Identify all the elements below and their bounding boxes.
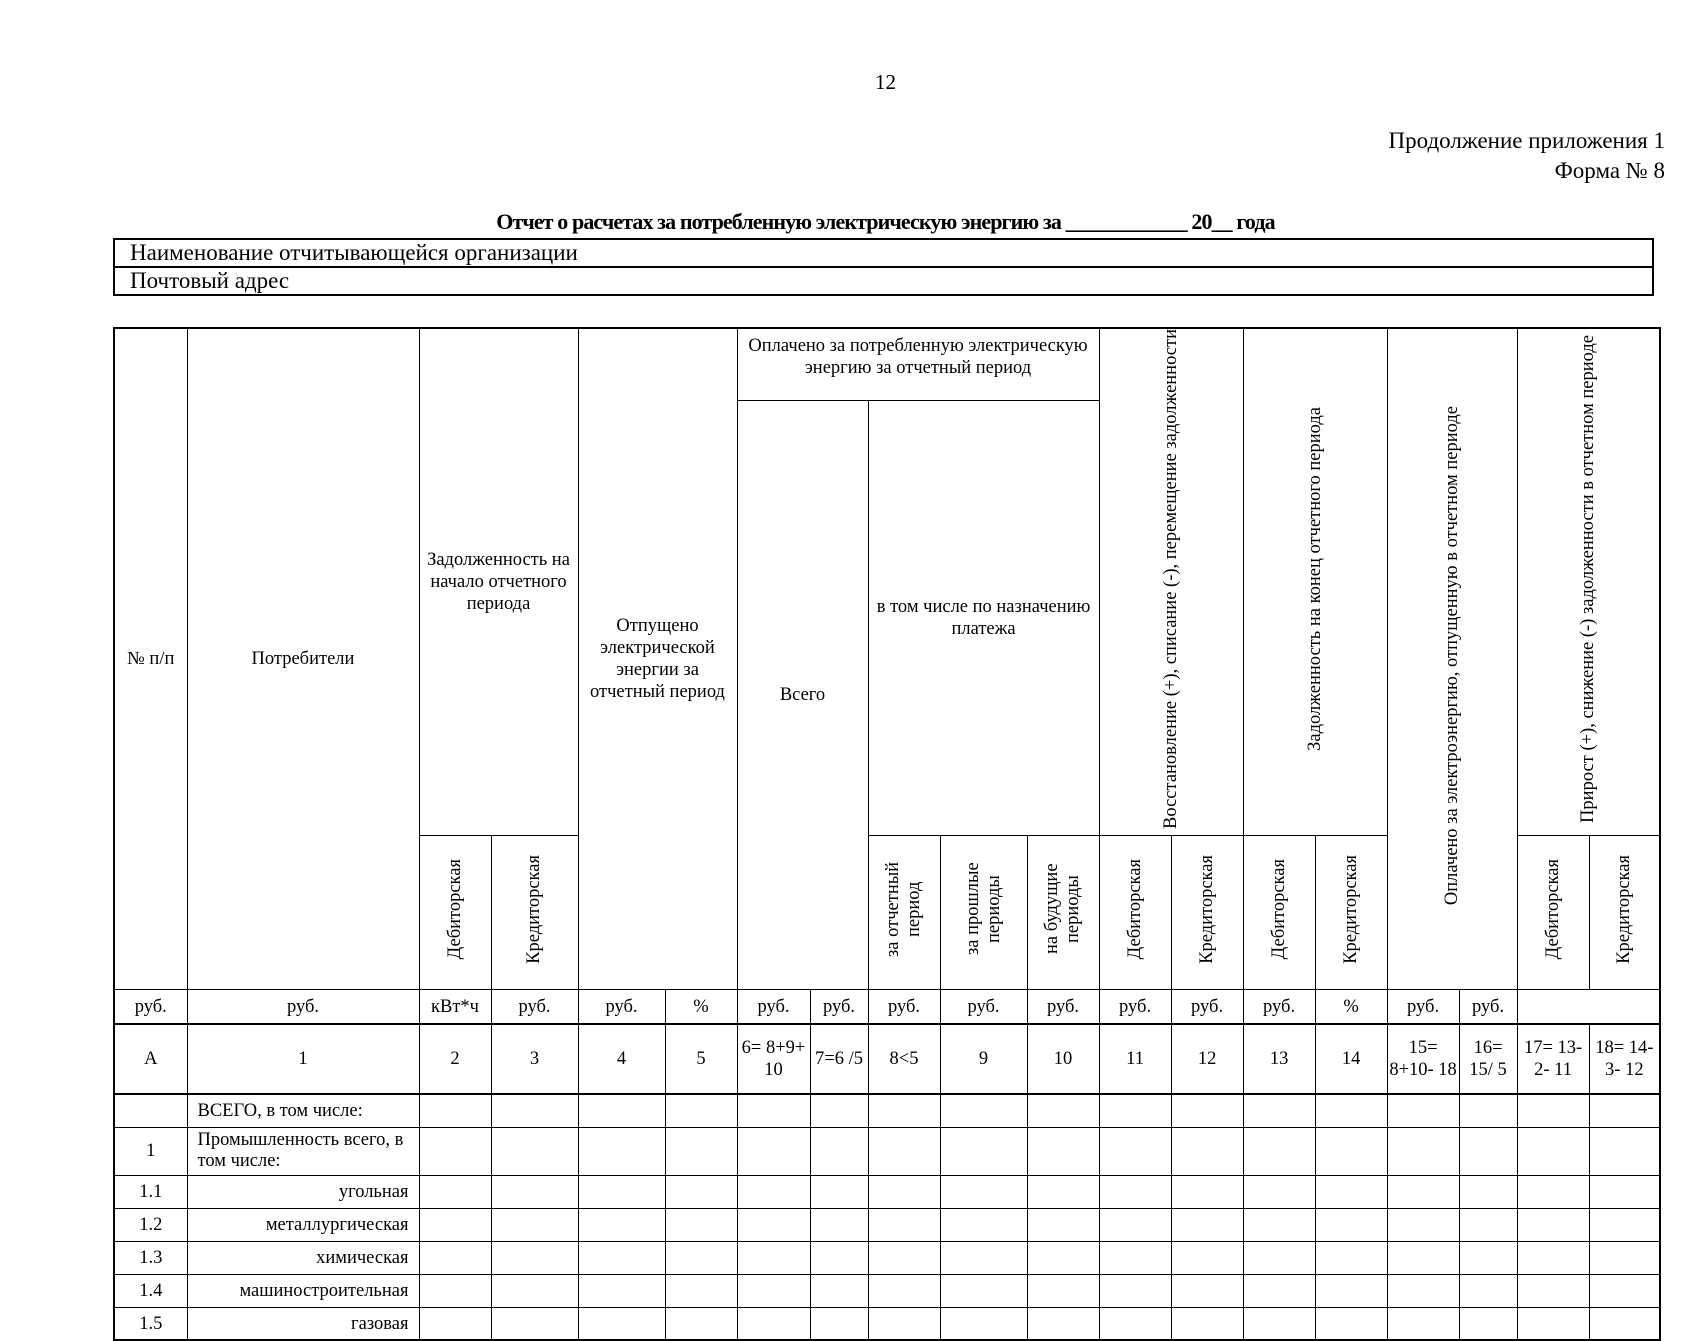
unit-cell: руб. bbox=[1243, 989, 1315, 1024]
data-cell[interactable] bbox=[868, 1274, 940, 1307]
data-cell[interactable] bbox=[1171, 1307, 1243, 1340]
column-index-cell: 2 bbox=[419, 1024, 491, 1094]
postal-address-field[interactable]: Почтовый адрес bbox=[114, 267, 1653, 295]
header-past bbox=[940, 835, 1027, 989]
data-cell[interactable] bbox=[868, 1094, 940, 1127]
data-cell[interactable] bbox=[940, 1208, 1027, 1241]
page-number: 12 bbox=[875, 70, 896, 94]
table-row bbox=[114, 1127, 1660, 1175]
unit-cell: руб. bbox=[1387, 989, 1459, 1024]
data-cell[interactable] bbox=[737, 1307, 810, 1340]
data-cell[interactable] bbox=[1243, 1127, 1315, 1175]
data-cell[interactable] bbox=[1589, 1241, 1660, 1274]
data-cell[interactable] bbox=[737, 1208, 810, 1241]
data-cell[interactable] bbox=[940, 1094, 1027, 1127]
data-cell[interactable] bbox=[868, 1127, 940, 1175]
data-cell[interactable] bbox=[1315, 1094, 1387, 1127]
data-cell[interactable] bbox=[578, 1175, 665, 1208]
data-cell[interactable] bbox=[1315, 1241, 1387, 1274]
table-row bbox=[114, 1274, 1660, 1307]
row-number bbox=[114, 1094, 187, 1127]
column-index-cell: 1 bbox=[187, 1024, 419, 1094]
data-cell[interactable] bbox=[1243, 1307, 1315, 1340]
data-cell[interactable] bbox=[491, 1241, 578, 1274]
data-cell[interactable] bbox=[1171, 1127, 1243, 1175]
column-index-cell: 14 bbox=[1315, 1024, 1387, 1094]
unit-cell: руб. bbox=[940, 989, 1027, 1024]
data-cell[interactable] bbox=[1315, 1208, 1387, 1241]
header-growth-debit bbox=[1517, 835, 1589, 989]
table-row bbox=[114, 1208, 1660, 1241]
data-cell[interactable] bbox=[1387, 1127, 1459, 1175]
header-for-period bbox=[868, 835, 940, 989]
data-cell[interactable] bbox=[940, 1274, 1027, 1307]
data-cell[interactable] bbox=[810, 1094, 868, 1127]
data-cell[interactable] bbox=[1243, 1241, 1315, 1274]
header-debt-start-credit bbox=[491, 835, 578, 989]
data-cell[interactable] bbox=[1027, 1208, 1099, 1241]
data-cell[interactable] bbox=[737, 1274, 810, 1307]
data-cell[interactable] bbox=[737, 1175, 810, 1208]
debit-label: Дебиторская bbox=[1542, 859, 1563, 960]
data-cell[interactable] bbox=[419, 1127, 491, 1175]
for-period-label: за отчетный период bbox=[883, 861, 924, 958]
organization-name-field[interactable]: Наименование отчитывающейся организации bbox=[114, 239, 1653, 267]
data-cell[interactable] bbox=[1171, 1175, 1243, 1208]
data-cell[interactable] bbox=[491, 1307, 578, 1340]
data-cell[interactable] bbox=[1387, 1241, 1459, 1274]
column-index-cell: 7=6 /5 bbox=[810, 1024, 868, 1094]
header-by-purpose: в том числе по назначению платежа bbox=[868, 400, 1099, 835]
data-cell[interactable] bbox=[1589, 1175, 1660, 1208]
data-cell[interactable] bbox=[491, 1274, 578, 1307]
data-cell[interactable] bbox=[1589, 1208, 1660, 1241]
appendix-caption bbox=[1389, 126, 1665, 186]
data-cell[interactable] bbox=[419, 1307, 491, 1340]
data-cell[interactable] bbox=[1517, 1175, 1589, 1208]
data-cell[interactable] bbox=[491, 1094, 578, 1127]
header-restore-credit bbox=[1171, 835, 1243, 989]
data-cell[interactable] bbox=[665, 1094, 737, 1127]
data-cell[interactable] bbox=[1517, 1307, 1589, 1340]
data-cell[interactable] bbox=[1589, 1094, 1660, 1127]
data-cell[interactable] bbox=[578, 1241, 665, 1274]
header-paid-released-label: Оплачено за электроэнергию, отпущенную в отчетном периоде bbox=[1441, 406, 1462, 906]
row-number: 1.1 bbox=[114, 1175, 187, 1208]
report-title: Отчет о расчетах за потребленную электрическую энергию за ____________ 20__ года bbox=[496, 209, 1275, 234]
data-cell[interactable] bbox=[1099, 1307, 1171, 1340]
unit-cell: руб. bbox=[491, 989, 578, 1024]
header-growth bbox=[1517, 328, 1660, 835]
header-num: № п/п bbox=[114, 328, 187, 989]
unit-cell: руб. bbox=[1459, 989, 1517, 1024]
data-cell[interactable] bbox=[1459, 1274, 1517, 1307]
data-cell[interactable] bbox=[491, 1127, 578, 1175]
column-index-cell: 5 bbox=[665, 1024, 737, 1094]
data-cell[interactable] bbox=[419, 1241, 491, 1274]
data-cell[interactable] bbox=[1459, 1208, 1517, 1241]
data-cell[interactable] bbox=[1099, 1241, 1171, 1274]
data-cell[interactable] bbox=[1589, 1307, 1660, 1340]
column-index-cell: 15= 8+10- 18 bbox=[1387, 1024, 1459, 1094]
table-row bbox=[114, 1175, 1660, 1208]
row-number: 1.4 bbox=[114, 1274, 187, 1307]
settlements-table bbox=[113, 327, 1661, 1341]
data-cell[interactable] bbox=[1517, 1094, 1589, 1127]
data-cell[interactable] bbox=[1243, 1175, 1315, 1208]
past-label: за прошлые периоды bbox=[962, 863, 1004, 956]
header-debt-end-debit bbox=[1243, 835, 1315, 989]
row-consumer: ВСЕГО, в том числе: bbox=[187, 1094, 419, 1127]
data-cell[interactable] bbox=[1387, 1175, 1459, 1208]
data-cell[interactable] bbox=[810, 1208, 868, 1241]
column-index-cell: 4 bbox=[578, 1024, 665, 1094]
credit-label: Кредиторская bbox=[524, 855, 544, 964]
data-cell[interactable] bbox=[1459, 1094, 1517, 1127]
data-cell[interactable] bbox=[419, 1175, 491, 1208]
row-number: 1 bbox=[114, 1127, 187, 1175]
data-cell[interactable] bbox=[1315, 1274, 1387, 1307]
header-released: Отпущено электрической энергии за отчетный период bbox=[578, 328, 737, 989]
column-index-cell: 3 bbox=[491, 1024, 578, 1094]
unit-cell: руб. bbox=[810, 989, 868, 1024]
row-consumer: Промышленность всего, в том числе: bbox=[187, 1127, 419, 1175]
data-cell[interactable] bbox=[1387, 1274, 1459, 1307]
column-index-cell: 12 bbox=[1171, 1024, 1243, 1094]
data-cell[interactable] bbox=[810, 1307, 868, 1340]
column-index-cell: 13 bbox=[1243, 1024, 1315, 1094]
data-cell[interactable] bbox=[1243, 1208, 1315, 1241]
data-cell[interactable] bbox=[1387, 1208, 1459, 1241]
data-cell[interactable] bbox=[868, 1175, 940, 1208]
unit-cell: руб. bbox=[114, 989, 187, 1024]
data-cell[interactable] bbox=[1027, 1241, 1099, 1274]
row-consumer: металлургическая bbox=[187, 1208, 419, 1241]
data-cell[interactable] bbox=[1387, 1094, 1459, 1127]
data-cell[interactable] bbox=[1315, 1175, 1387, 1208]
unit-cell: % bbox=[665, 989, 737, 1024]
header-debt-end-credit bbox=[1315, 835, 1387, 989]
data-cell[interactable] bbox=[665, 1175, 737, 1208]
data-cell[interactable] bbox=[1027, 1175, 1099, 1208]
data-cell[interactable] bbox=[419, 1208, 491, 1241]
row-consumer: машиностроительная bbox=[187, 1274, 419, 1307]
data-cell[interactable] bbox=[737, 1127, 810, 1175]
header-restore bbox=[1099, 328, 1243, 835]
data-cell[interactable] bbox=[810, 1175, 868, 1208]
units-row bbox=[114, 989, 1660, 1024]
header-consumers: Потребители bbox=[187, 328, 419, 989]
header-future bbox=[1027, 835, 1099, 989]
data-cell[interactable] bbox=[665, 1127, 737, 1175]
header-growth-label: Прирост (+), снижение (-) задолженности в отчетном периоде bbox=[1577, 335, 1598, 823]
data-cell[interactable] bbox=[940, 1175, 1027, 1208]
data-cell[interactable] bbox=[1099, 1175, 1171, 1208]
unit-cell: кВт*ч bbox=[419, 989, 491, 1024]
data-cell[interactable] bbox=[868, 1307, 940, 1340]
column-index-cell: 10 bbox=[1027, 1024, 1099, 1094]
table-row bbox=[114, 1094, 1660, 1127]
unit-cell: руб. bbox=[868, 989, 940, 1024]
data-cell[interactable] bbox=[1459, 1175, 1517, 1208]
future-label: на будущие периоды bbox=[1042, 864, 1084, 955]
data-cell[interactable] bbox=[1589, 1274, 1660, 1307]
data-cell[interactable] bbox=[737, 1241, 810, 1274]
data-cell[interactable] bbox=[578, 1307, 665, 1340]
data-cell[interactable] bbox=[868, 1241, 940, 1274]
unit-cell: % bbox=[1315, 989, 1387, 1024]
data-cell[interactable] bbox=[665, 1307, 737, 1340]
column-index-cell: А bbox=[114, 1024, 187, 1094]
header-debt-end-label: Задолженность на конец отчетного периода bbox=[1304, 407, 1325, 751]
unit-cell: руб. bbox=[578, 989, 665, 1024]
header-paid-released bbox=[1387, 328, 1517, 989]
data-cell[interactable] bbox=[419, 1094, 491, 1127]
data-cell[interactable] bbox=[940, 1241, 1027, 1274]
column-index-cell: 6= 8+9+ 10 bbox=[737, 1024, 810, 1094]
data-cell[interactable] bbox=[665, 1208, 737, 1241]
header-growth-credit bbox=[1589, 835, 1660, 989]
data-cell[interactable] bbox=[1027, 1307, 1099, 1340]
credit-label: Кредиторская bbox=[1613, 855, 1634, 964]
row-consumer: химическая bbox=[187, 1241, 419, 1274]
credit-label: Кредиторская bbox=[1196, 855, 1217, 964]
header-debt-end bbox=[1243, 328, 1387, 835]
header-paid: Оплачено за потребленную электрическую энергию за отчетный период bbox=[737, 328, 1099, 400]
header-restore-label: Восстановление (+), списание (-), перемещение задолженности bbox=[1160, 329, 1181, 829]
header-debt-start: Задолженность на начало отчетного периода bbox=[419, 328, 578, 835]
header-total: Всего bbox=[737, 400, 868, 989]
column-index-cell: 8<5 bbox=[868, 1024, 940, 1094]
data-cell[interactable] bbox=[1459, 1241, 1517, 1274]
data-cell[interactable] bbox=[1171, 1094, 1243, 1127]
data-cell[interactable] bbox=[1027, 1127, 1099, 1175]
data-cell[interactable] bbox=[1099, 1208, 1171, 1241]
data-cell[interactable] bbox=[1517, 1127, 1589, 1175]
data-cell[interactable] bbox=[940, 1307, 1027, 1340]
form-number: Форма № 8 bbox=[1554, 158, 1665, 183]
data-cell[interactable] bbox=[1243, 1094, 1315, 1127]
data-cell[interactable] bbox=[1315, 1127, 1387, 1175]
row-number: 1.5 bbox=[114, 1307, 187, 1340]
row-number: 1.3 bbox=[114, 1241, 187, 1274]
data-cell[interactable] bbox=[419, 1274, 491, 1307]
data-cell[interactable] bbox=[810, 1127, 868, 1175]
unit-cell: руб. bbox=[1171, 989, 1243, 1024]
debit-label: Дебиторская bbox=[444, 859, 465, 960]
data-cell[interactable] bbox=[1459, 1307, 1517, 1340]
data-cell[interactable] bbox=[578, 1274, 665, 1307]
column-index-cell: 11 bbox=[1099, 1024, 1171, 1094]
data-cell[interactable] bbox=[737, 1094, 810, 1127]
row-number: 1.2 bbox=[114, 1208, 187, 1241]
data-cell[interactable] bbox=[665, 1241, 737, 1274]
column-index-cell: 18= 14-3- 12 bbox=[1589, 1024, 1660, 1094]
row-consumer: угольная bbox=[187, 1175, 419, 1208]
data-cell[interactable] bbox=[1171, 1274, 1243, 1307]
debit-label: Дебиторская bbox=[1124, 859, 1145, 960]
data-cell[interactable] bbox=[1315, 1307, 1387, 1340]
data-cell[interactable] bbox=[665, 1274, 737, 1307]
unit-cell: руб. bbox=[187, 989, 419, 1024]
organization-info-table bbox=[113, 238, 1654, 296]
column-index-cell: 9 bbox=[940, 1024, 1027, 1094]
data-cell[interactable] bbox=[868, 1208, 940, 1241]
column-index-cell: 16= 15/ 5 bbox=[1459, 1024, 1517, 1094]
data-cell[interactable] bbox=[1387, 1307, 1459, 1340]
data-cell[interactable] bbox=[1459, 1127, 1517, 1175]
data-cell[interactable] bbox=[1171, 1208, 1243, 1241]
header-restore-debit bbox=[1099, 835, 1171, 989]
data-cell[interactable] bbox=[810, 1274, 868, 1307]
header-debt-start-debit bbox=[419, 835, 491, 989]
data-cell[interactable] bbox=[578, 1208, 665, 1241]
data-cell[interactable] bbox=[1027, 1274, 1099, 1307]
data-cell[interactable] bbox=[1099, 1094, 1171, 1127]
data-cell[interactable] bbox=[1589, 1127, 1660, 1175]
unit-cell: руб. bbox=[737, 989, 810, 1024]
table-row bbox=[114, 1307, 1660, 1340]
data-cell[interactable] bbox=[1517, 1241, 1589, 1274]
unit-cell: руб. bbox=[1027, 989, 1099, 1024]
data-cell[interactable] bbox=[1027, 1094, 1099, 1127]
column-index-cell: 17= 13-2- 11 bbox=[1517, 1024, 1589, 1094]
unit-cell: руб. bbox=[1099, 989, 1171, 1024]
column-index-row bbox=[114, 1024, 1660, 1094]
data-cell[interactable] bbox=[810, 1241, 868, 1274]
data-cell[interactable] bbox=[1171, 1241, 1243, 1274]
data-cell[interactable] bbox=[940, 1127, 1027, 1175]
debit-label: Дебиторская bbox=[1268, 859, 1289, 960]
data-cell[interactable] bbox=[491, 1208, 578, 1241]
data-cell[interactable] bbox=[1243, 1274, 1315, 1307]
appendix-continuation: Продолжение приложения 1 bbox=[1388, 128, 1665, 153]
data-cell[interactable] bbox=[578, 1094, 665, 1127]
data-cell[interactable] bbox=[1099, 1127, 1171, 1175]
data-cell[interactable] bbox=[1099, 1274, 1171, 1307]
data-cell[interactable] bbox=[578, 1127, 665, 1175]
credit-label: Кредиторская bbox=[1340, 855, 1361, 964]
data-cell[interactable] bbox=[1517, 1208, 1589, 1241]
table-row bbox=[114, 1241, 1660, 1274]
data-cell[interactable] bbox=[1517, 1274, 1589, 1307]
row-consumer: газовая bbox=[187, 1307, 419, 1340]
data-cell[interactable] bbox=[491, 1175, 578, 1208]
